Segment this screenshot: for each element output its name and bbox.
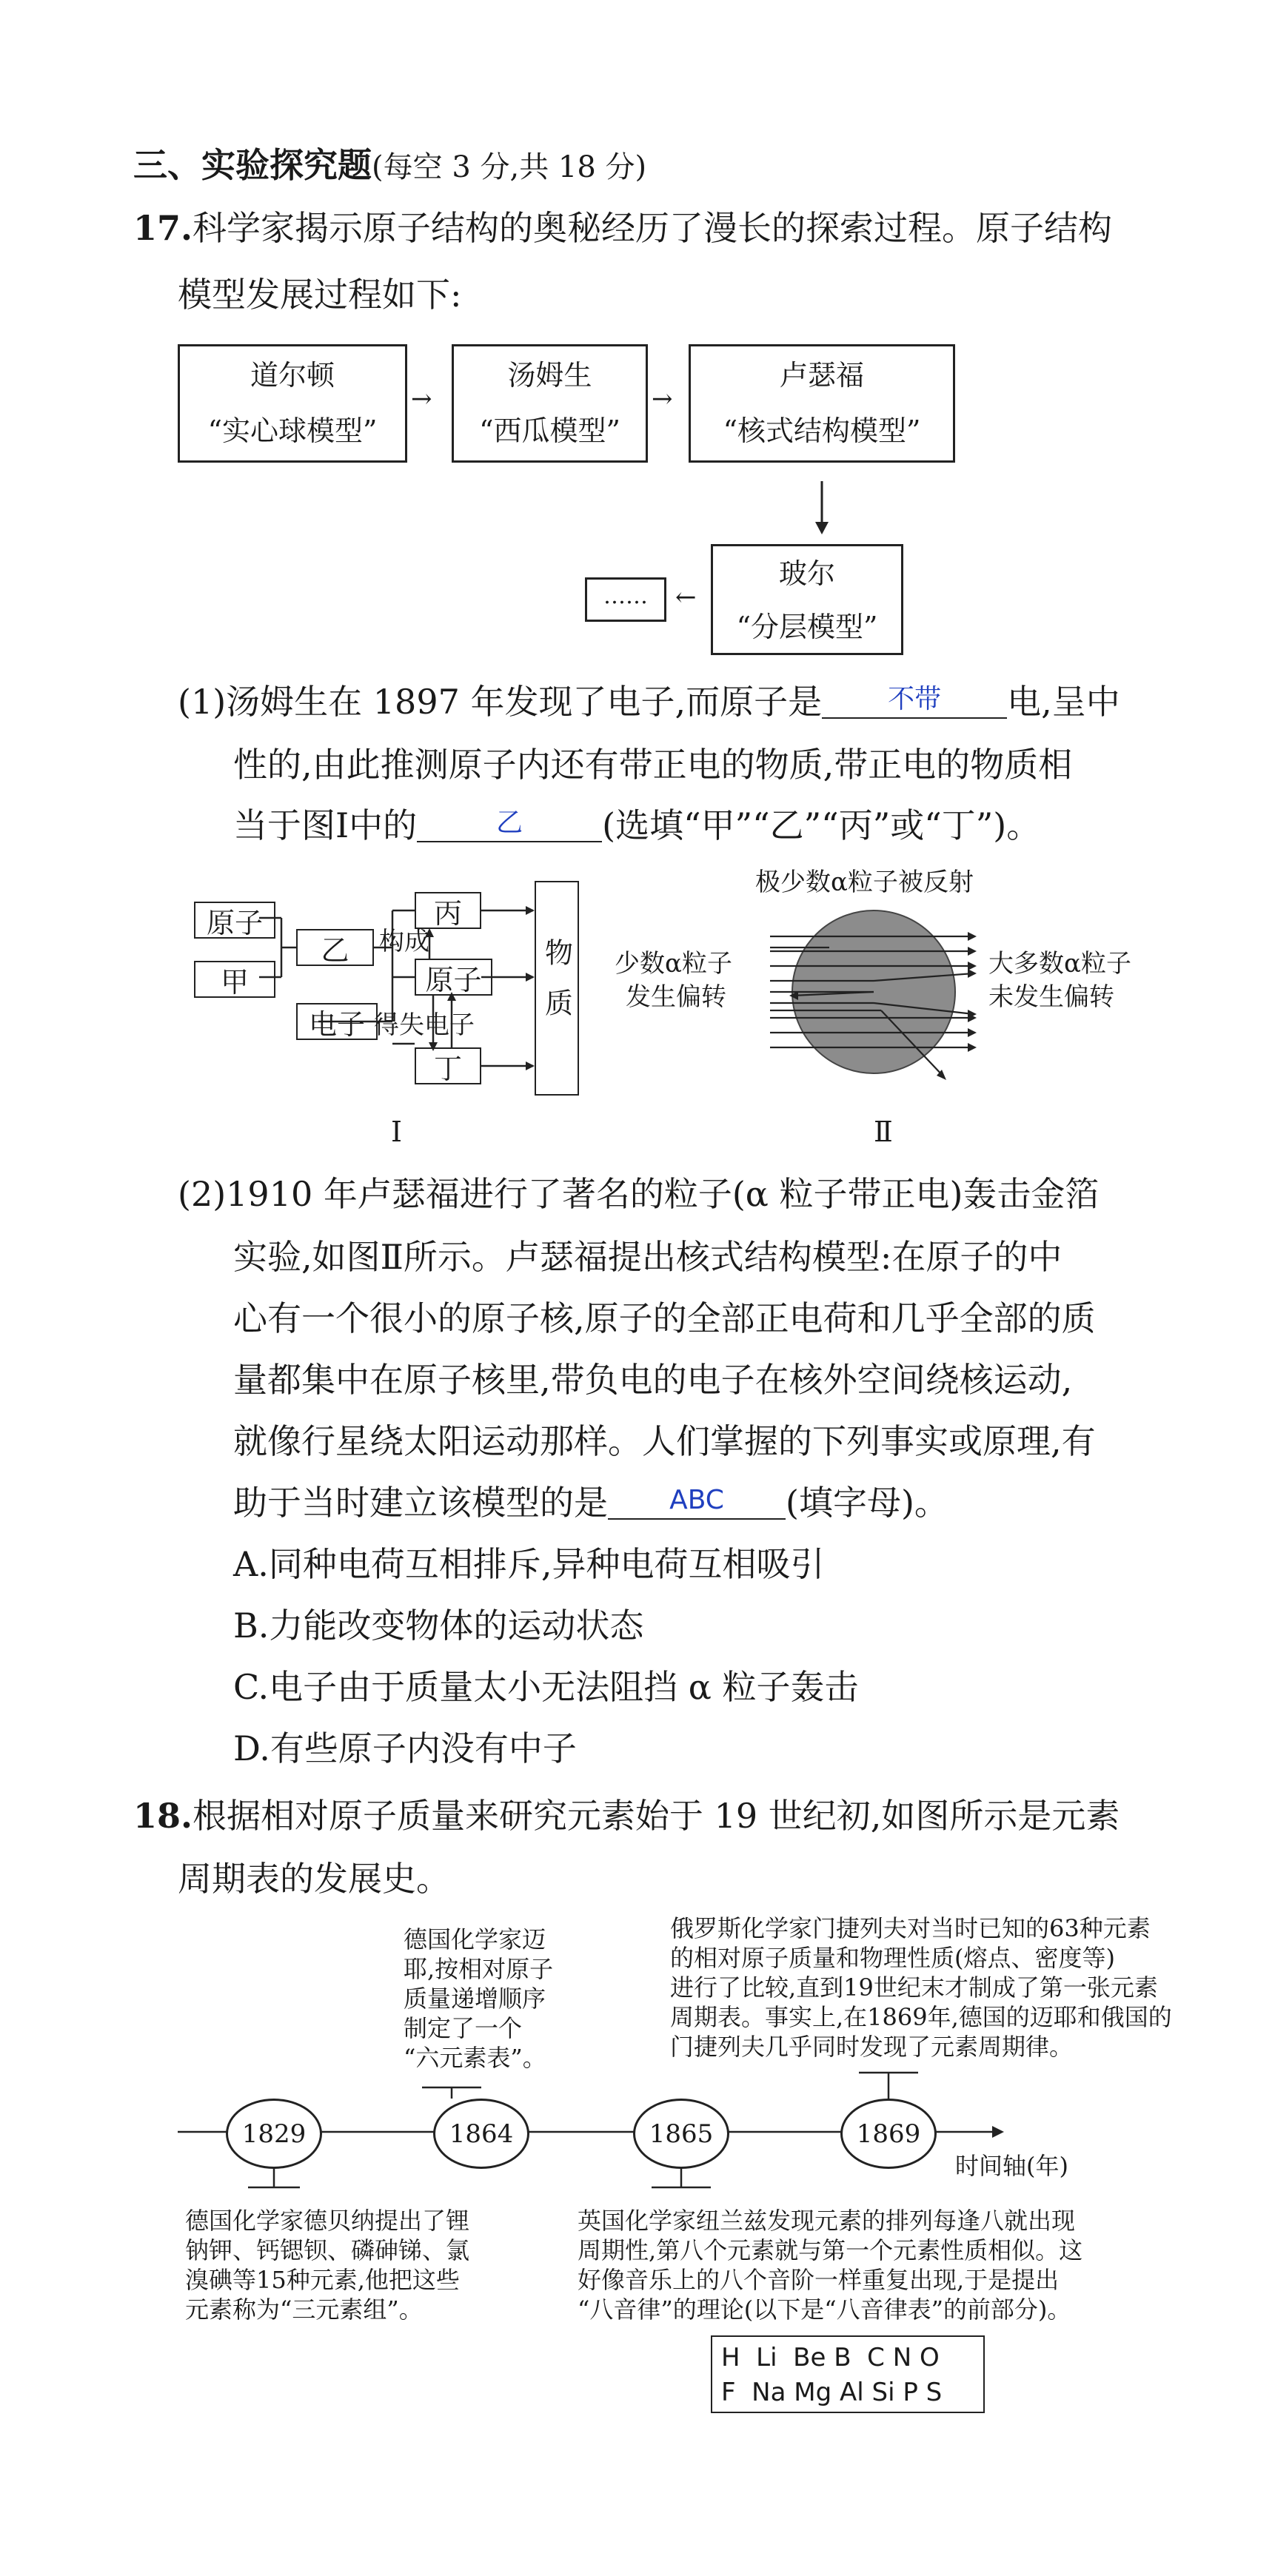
down-arrow-icon	[811, 481, 833, 537]
model-box-thomson	[452, 344, 648, 463]
section-score-note: (每空 3 分,共 18 分)	[372, 150, 647, 184]
fig2-right-label-2: 未发生偏转	[988, 982, 1114, 1012]
q17-p2-line5: 就像行星绕太阳运动那样。人们掌握的下列事实或原理,有	[233, 1421, 1096, 1461]
fig2-top-label: 极少数α粒子被反射	[755, 868, 974, 897]
section-title	[133, 145, 647, 185]
octave-table	[711, 2335, 985, 2413]
model-box-future	[585, 577, 666, 622]
q17-p2-line3: 心有一个很小的原子核,原子的全部正电荷和几乎全部的质	[233, 1298, 1096, 1338]
model-name: “核式结构模型”	[723, 415, 921, 447]
q17-p2-line2: 实验,如图Ⅱ所示。卢瑟福提出核式结构模型:在原子的中	[233, 1237, 1062, 1277]
answer-blank-1[interactable]: 不带	[822, 685, 1007, 719]
octave-row-2: F Na Mg Al Si P S	[721, 2378, 943, 2407]
model-name: “分层模型”	[736, 611, 878, 643]
option-c: C.电子由于质量太小无法阻挡 α 粒子轰击	[233, 1667, 859, 1707]
note-1864: 德国化学家迈 耶,按相对原子 质量递增顺序 制定了一个 “六元素表”。	[404, 1925, 554, 2072]
model-name: “实心球模型”	[207, 415, 378, 447]
fig1-matter-label: 物质	[540, 938, 573, 1039]
figure-1-label: Ⅰ	[391, 1116, 403, 1148]
model-scientist: 玻尔	[778, 557, 835, 590]
fig1-atom-box: 原子	[194, 902, 275, 939]
option-d: D.有些原子内没有中子	[233, 1728, 577, 1768]
arrow-icon: →	[411, 384, 432, 414]
q17-p2-line1: (2)1910 年卢瑟福进行了著名的粒子(α 粒子带正电)轰击金箔	[178, 1174, 1100, 1214]
model-scientist: 道尔顿	[250, 359, 335, 392]
fig1-matter-box	[535, 881, 579, 1096]
q17-p1-line2: 性的,由此推测原子内还有带正电的物质,带正电的物质相	[233, 745, 1073, 785]
q17-p2-line4: 量都集中在原子核里,带负电的电子在核外空间绕核运动,	[233, 1360, 1073, 1400]
q18-stem-line1: 18.根据相对原子质量来研究元素始于 19 世纪初,如图所示是元素	[133, 1796, 1120, 1836]
fig1-compose-label: 构成	[379, 927, 429, 956]
year-node-1869: 1869	[840, 2099, 937, 2169]
model-scientist: 卢瑟福	[779, 359, 864, 392]
fig1-gain-lose-label: 得失电子	[374, 1010, 475, 1040]
model-scientist: 汤姆生	[507, 359, 592, 392]
answer-blank-2[interactable]: 乙	[417, 808, 602, 842]
arrow-icon: →	[652, 384, 673, 414]
note-1865: 英国化学家纽兰兹发现元素的排列每逢八就出现 周期性,第八个元素就与第一个元素性质相似。这 好像音乐上的八个音阶一样重复出现,于是提出 “八音律”的理论(以下是“八音律表”的前部分)。	[578, 2207, 1083, 2324]
year-node-1865: 1865	[633, 2099, 729, 2169]
fig2-left-label-1: 少数α粒子	[615, 949, 732, 979]
q18-number: 18.	[133, 1796, 193, 1836]
model-name: “西瓜模型”	[479, 415, 620, 447]
timeline-axis-label: 时间轴(年)	[955, 2152, 1068, 2180]
q17-number: 17.	[133, 208, 193, 248]
arrow-left-icon: ←	[675, 583, 697, 612]
answer-blank-3[interactable]: ABC	[608, 1486, 786, 1520]
octave-row-1: H Li Be B C N O	[721, 2343, 940, 2372]
fig1-atom2-box: 原子	[415, 959, 492, 996]
alpha-scattering-diagram	[770, 907, 985, 1099]
year-node-1864: 1864	[433, 2099, 529, 2169]
fig1-bing-box: 丙	[415, 892, 481, 929]
fig2-right-label-1: 大多数α粒子	[988, 949, 1131, 979]
fig1-ding-box: 丁	[415, 1047, 481, 1084]
q17-p1-line3: 当于图Ⅰ中的 乙 (选填“甲”“乙”“丙”或“丁”)。	[233, 805, 1041, 845]
q17-stem-line2: 模型发展过程如下:	[178, 275, 462, 315]
section-title-text: 三、实验探究题	[133, 145, 372, 185]
figure-2-label: Ⅱ	[874, 1116, 893, 1148]
note-1869: 俄罗斯化学家门捷列夫对当时已知的63种元素 的相对原子质量和物理性质(熔点、密度等) 进行了比较,直到19世纪末才制成了第一张元素 周期表。事实上,在1869年,德国的迈耶和俄国的 门捷列夫几乎同时发现了元素周期律。	[670, 1914, 1172, 2061]
q17-stem-line1: 17.科学家揭示原子结构的奥秘经历了漫长的探索过程。原子结构	[133, 208, 1113, 248]
model-box-rutherford	[689, 344, 955, 463]
fig1-yi-box: 乙	[296, 929, 374, 966]
q18-stem-line2: 周期表的发展史。	[178, 1859, 450, 1899]
option-b: B.力能改变物体的运动状态	[233, 1606, 644, 1646]
note-1829: 德国化学家德贝纳提出了锂 钠钾、钙锶钡、磷砷锑、氯 溴碘等15种元素,他把这些 元素称为“三元素组”。	[185, 2207, 470, 2324]
year-node-1829: 1829	[226, 2099, 322, 2169]
model-box-dalton	[178, 344, 407, 463]
option-a: A.同种电荷互相排斥,异种电荷互相吸引	[233, 1544, 825, 1584]
fig1-electron-box: 电子	[296, 1003, 378, 1040]
q17-p1-line1: (1)汤姆生在 1897 年发现了电子,而原子是 不带 电,呈中	[178, 682, 1120, 722]
ellipsis-text: ……	[603, 583, 648, 609]
fig2-left-label-2: 发生偏转	[626, 982, 726, 1012]
q17-p2-line6: 助于当时建立该模型的是 ABC (填字母)。	[233, 1483, 948, 1523]
model-box-bohr	[711, 544, 903, 655]
fig1-jia-box: 甲	[194, 961, 275, 998]
